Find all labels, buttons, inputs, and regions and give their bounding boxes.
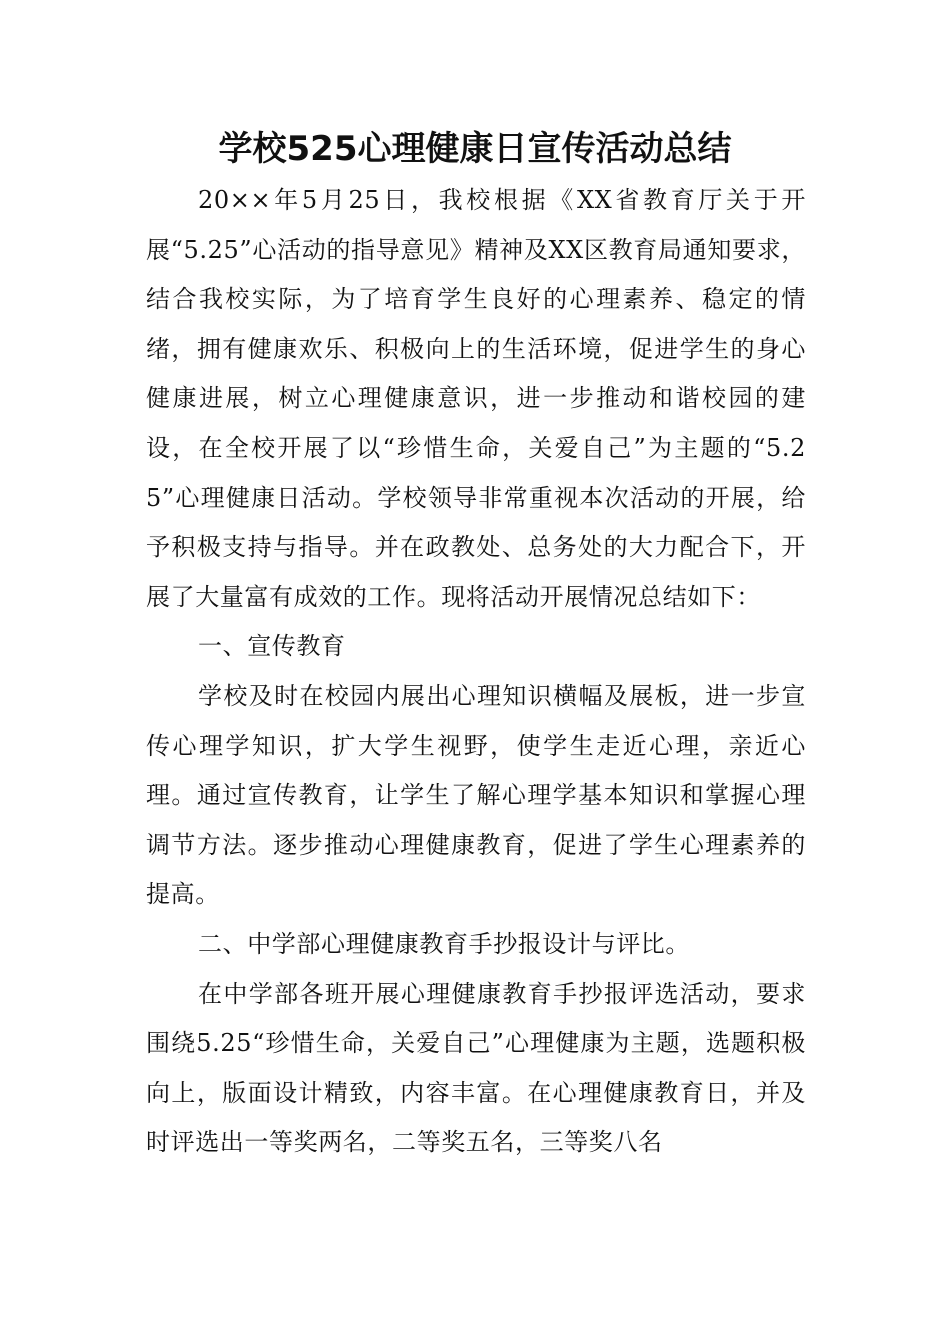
document-body bbox=[146, 176, 806, 1168]
section-heading-posters: 二、中学部心理健康教育手抄报设计与评比。 bbox=[198, 929, 690, 958]
publicity-paragraph: 学校及时在校园内展出心理知识横幅及展板，进一步宣传心理学知识，扩大学生视野，使学生走近心理，亲近心理。通过宣传教育，让学生了解心理学基本知识和掌握心理调节方法。逐步推动心理健康教育，促进了学生心理素养的提高。 bbox=[146, 681, 806, 909]
intro-paragraph: 20××年5月25日，我校根据《XX省教育厅关于开展“5.25”心活动的指导意见》精神及XX区教育局通知要求，结合我校实际，为了培育学生良好的心理素养、稳定的情绪，拥有健康欢乐、积极向上的生活环境，促进学生的身心健康进展，树立心理健康意识，进一步推动和谐校园的建设，在全校开展了以“珍惜生命，关爱自己”为主题的“5.25”心理健康日活动。学校领导非常重视本次活动的开展，给予积极支持与指导。并在政教处、总务处的大力配合下，开展了大量富有成效的工作。现将活动开展情况总结如下： bbox=[146, 186, 806, 611]
section-heading-publicity: 一、宣传教育 bbox=[198, 632, 346, 661]
posters-paragraph: 在中学部各班开展心理健康教育手抄报评选活动，要求围绕5.25“珍惜生命，关爱自己”心理健康为主题，选题积极向上，版面设计精致，内容丰富。在心理健康教育日，并及时评选出一等奖两名，二等奖五名，三等奖八名 bbox=[146, 979, 806, 1157]
document-title: 学校525心理健康日宣传活动总结 bbox=[218, 129, 732, 169]
